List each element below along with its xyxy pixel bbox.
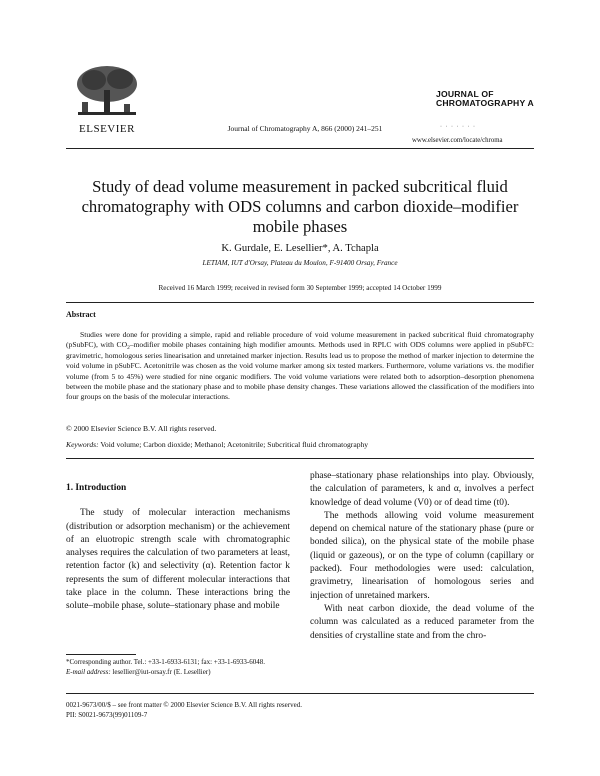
abstract-divider (66, 458, 534, 459)
pii-line: PII: S0021-9673(99)01109-7 (66, 711, 148, 719)
front-matter-line: 0021-9673/00/$ – see front matter © 2000 Elsevier Science B.V. All rights reserved. (66, 701, 302, 709)
section-heading-introduction: 1. Introduction (66, 483, 127, 493)
journal-reference: Journal of Chromatography A, 866 (2000) 241–251 (227, 124, 383, 133)
abstract-copyright: © 2000 Elsevier Science B.V. All rights reserved. (66, 424, 217, 433)
journal-brand-line2: CHROMATOGRAPHY A (436, 98, 534, 108)
title-divider (66, 302, 534, 303)
author-affiliation: LETIAM, IUT d'Orsay, Plateau du Moulon, F-91400 Orsay, France (202, 259, 398, 267)
journal-brand (436, 90, 534, 108)
intro-paragraph-3: With neat carbon dioxide, the dead volume of the column was calculated as a reduced parameter from the densities of crystalline state and from the chro- (310, 603, 534, 641)
intro-paragraph-2: The methods allowing void volume measurement depend on chemical nature of the stationary phase (pure or bonded silica), on the physical state of the mobile phase (liquid or gazeous), or on the type of column (capillary or packed). Four methodologies were used: calculation, gravimetry, linearisation of homologous series and injection of unretained markers. (310, 510, 534, 601)
elsevier-tree-logo (66, 62, 148, 122)
journal-url[interactable]: www.elsevier.com/locate/chroma (412, 137, 503, 144)
footer-divider (66, 693, 534, 694)
header-divider (66, 148, 534, 149)
article-authors: K. Gurdale, E. Lesellier*, A. Tchapla (221, 243, 379, 254)
publisher-name: ELSEVIER (79, 123, 135, 135)
abstract-text (66, 330, 534, 403)
right-column (310, 470, 534, 643)
email-label: E-mail address: (66, 667, 111, 676)
abstract-subscript: 2 (127, 345, 130, 352)
abstract-text-part2: –modifier mobile phases containing high modifier amounts. Methods used in RPLC with ODS columns were applied in pSubFC: gravimetric, homologous series linearisation and unretained marker injection. Results lead us to propose the method of marker injection to determine the void volume in pSubFC. Acetonitrile was chosen as the void volume marker among six tested markers. Furthermore, volume variations vs. the modifier volume (from 5 to 45%) were studied for nine organic modifiers. The void volume variations were related both to adsorption–desorption phenomena between the mobile phase and the stationary phase and to mobile phase density changes. These variations allowed the classification of the modifiers into four groups on the basis of the molecular interactions. (66, 340, 534, 402)
footnote-divider (66, 654, 136, 655)
footnote (66, 658, 290, 677)
footer-meta (66, 700, 534, 720)
corresponding-author: *Corresponding author. Tel.: +33-1-6933-6131; fax: +33-1-6933-6048. (66, 658, 265, 666)
received-dates: Received 16 March 1999; received in revised form 30 September 1999; accepted 14 October 1999 (158, 284, 442, 292)
article-title: Study of dead volume measurement in packed subcritical fluid chromatography with ODS columns and carbon dioxide–modifier mobile phases (81, 177, 519, 236)
journal-brand-line1: JOURNAL OF (436, 89, 494, 99)
author-email (66, 668, 290, 678)
intro-paragraph-1: The study of molecular interaction mechanisms (distribution or adsorption mechanism) or the achievement of an eluotropic strength scale with chromatographic analyses requires the calculation of two parameters at least, retention factor (k) and selectivity (α). Retention factor k represents the sum of different molecular interactions that take place in the column. These interactions bring the solute–mobile phase, solute–stationary phase and mobile (66, 508, 290, 612)
journal-brand-dots: · · · · · · · (440, 124, 476, 130)
keywords-label: Keywords: (66, 440, 99, 449)
abstract-heading: Abstract (66, 310, 96, 319)
email-address[interactable]: lesellier@iut-orsay.fr (E. Lesellier) (112, 667, 211, 676)
keywords-list: Void volume; Carbon dioxide; Methanol; Acetonitrile; Subcritical fluid chromatography (100, 440, 369, 449)
intro-paragraph-1-cont: phase–stationary phase relationships into play. Obviously, the calculation of parameters, k and α, involves a perfect knowledge of dead volume (V0) or of dead time (t0). (310, 471, 534, 508)
abstract-text-part1: Studies were done for providing a simple, rapid and reliable procedure of void volume measurement in packed subcritical fluid chromatography (pSubFC), with CO (66, 330, 534, 350)
left-column (66, 482, 290, 614)
keywords (66, 440, 534, 450)
